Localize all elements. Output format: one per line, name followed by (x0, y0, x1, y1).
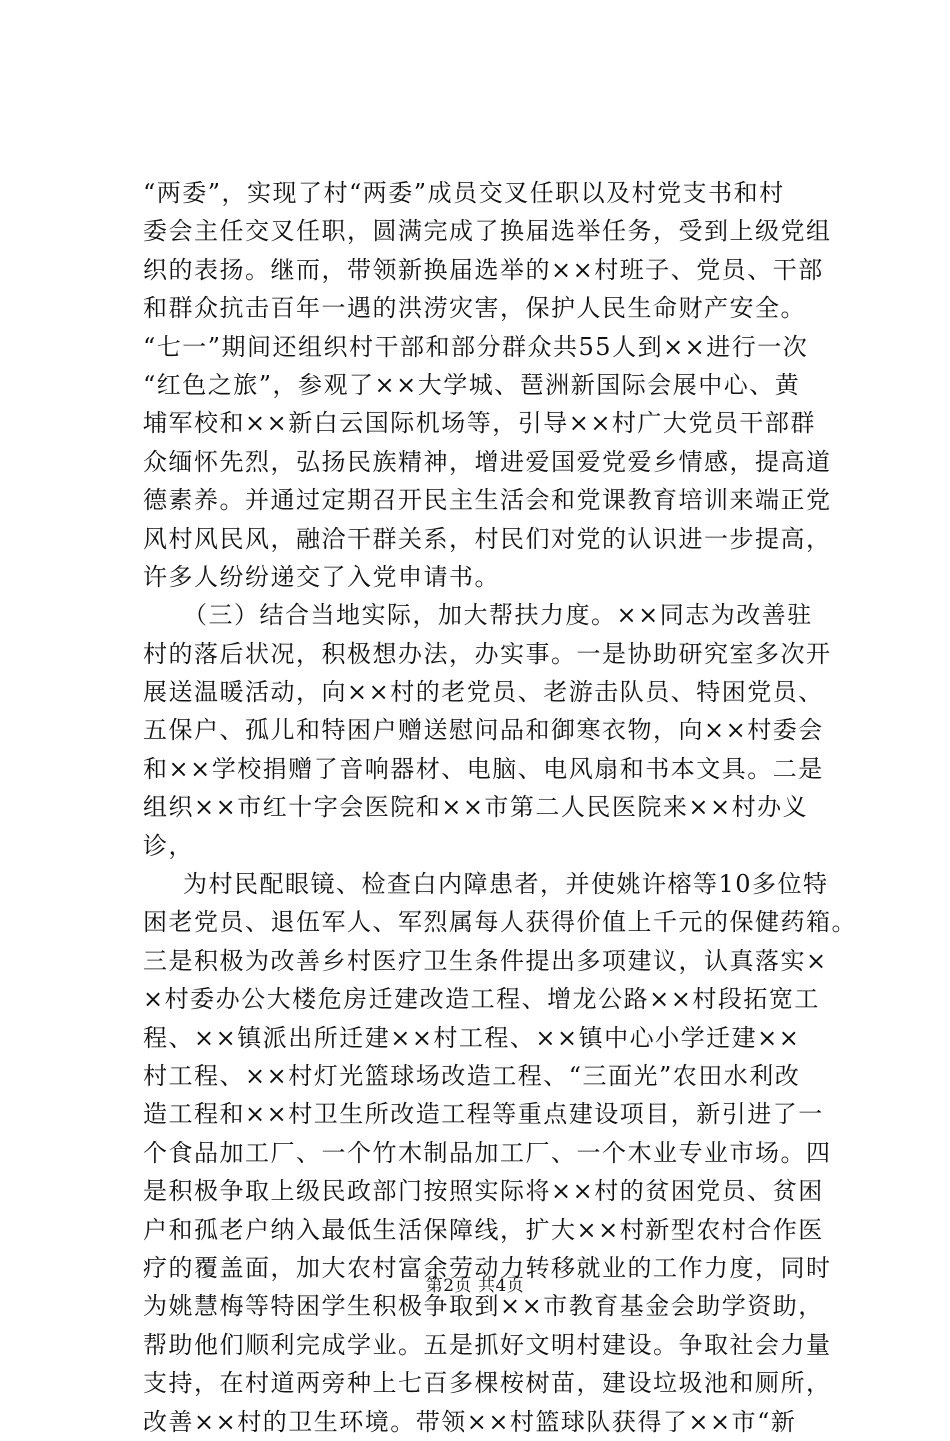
text-line: “两委”，实现了村“两委”成员交叉任职以及村党支书和村 (143, 179, 785, 207)
document-body (143, 174, 863, 1441)
text-line: 改善××村的卫生环境。带领××村篮球队获得了××市“新 (143, 1407, 797, 1436)
text-line: 风村风民风，融洽干群关系，村民们对党的认识进一步提高， (143, 524, 832, 553)
text-line: 埔军校和××新白云国际机场等，引导××村广大党员干部群 (143, 409, 816, 438)
text-line: 德素养。并通过定期召开民主生活会和党课教育培训来端正党 (143, 486, 832, 515)
text-line: 疗的覆盖面，加大农村富余劳动力转移就业的工作力度，同时 (143, 1253, 832, 1282)
text-line: 和××学校捐赠了音响器材、电脑、电风扇和书本文具。二是 (143, 754, 824, 783)
text-line: 帮助他们顺利完成学业。五是抓好文明村建设。争取社会力量 (143, 1330, 832, 1359)
text-line: 三是积极为改善乡村医疗卫生条件提出多项建议，认真落实× (143, 946, 828, 975)
text-line: ×村委办公大楼危房迁建改造工程、增龙公路××村段拓宽工 (143, 985, 820, 1014)
text-line: 程、××镇派出所迁建××村工程、××镇中心小学迁建×× (143, 1023, 801, 1052)
text-line: 许多人纷纷递交了入党申请书。 (143, 562, 500, 591)
text-line: 五保户、孤儿和特困户赠送慰问品和御寒衣物，向××村委会 (143, 716, 824, 745)
text-line: 委会主任交叉任职，圆满完成了换届选举任务，受到上级党组 (143, 217, 832, 246)
text-line: 织的表扬。继而，带领新换届选举的××村班子、党员、干部 (143, 255, 824, 284)
page-number-footer: 第2页 共4页 (425, 1276, 525, 1296)
paragraph-start-line: 为村民配眼镜、检查白内障患者，并使姚许榕等10多位特 (183, 870, 829, 899)
text-line: “七一”期间还组织村干部和部分群众共55人到××进行一次 (143, 332, 809, 361)
text-line: 是积极争取上级民政部门按照实际将××村的贫困党员、贫困 (143, 1177, 824, 1206)
text-line: 个食品加工厂、一个竹木制品加工厂、一个木业专业市场。四 (143, 1138, 832, 1167)
text-line: 和群众抗击百年一遇的洪涝灾害，保护人民生命财产安全。 (143, 294, 806, 323)
text-line: 困老党员、退伍军人、军烈属每人获得价值上千元的保健药箱。 (143, 908, 857, 937)
text-line: 诊， (143, 831, 194, 860)
text-line: 支持，在村道两旁种上七百多棵桉树苗，建设垃圾池和厕所， (143, 1369, 832, 1398)
text-line: 造工程和××村卫生所改造工程等重点建设项目，新引进了一 (143, 1100, 824, 1129)
text-line: 户和孤老户纳入最低生活保障线，扩大××村新型农村合作医 (143, 1215, 824, 1244)
text-line: 村的落后状况，积极想办法，办实事。一是协助研究室多次开 (143, 639, 832, 668)
text-line: 组织××市红十字会医院和××市第二人民医院来××村办义 (143, 793, 809, 822)
text-line: 展送温暖活动，向××村的老党员、老游击队员、特困党员、 (143, 678, 824, 707)
text-line: 村工程、××村灯光篮球场改造工程、“三面光”农田水利改 (143, 1061, 801, 1090)
text-line: 为姚慧梅等特困学生积极争取到××市教育基金会助学资助， (143, 1292, 824, 1321)
text-line: “红色之旅”，参观了××大学城、琶洲新国际会展中心、黄 (143, 370, 801, 399)
text-line: 众缅怀先烈，弘扬民族精神，增进爱国爱党爱乡情感，提高道 (143, 447, 832, 476)
section-heading-line: （三）结合当地实际，加大帮扶力度。××同志为改善驻 (183, 601, 813, 630)
